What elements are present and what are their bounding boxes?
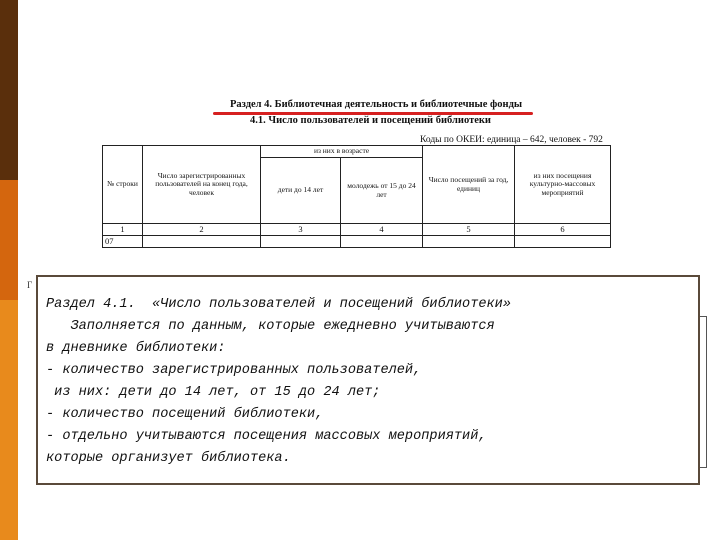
col-number: 4 bbox=[341, 224, 423, 236]
side-mark: Г bbox=[27, 280, 33, 290]
header-row-number: № строки bbox=[103, 146, 143, 224]
col-number: 6 bbox=[515, 224, 611, 236]
form-scan bbox=[100, 95, 610, 265]
form-table bbox=[102, 145, 611, 248]
section-subtitle: 4.1. Число пользователей и посещений библиотеки bbox=[250, 115, 491, 126]
note-line: из них: дети до 14 лет, от 15 до 24 лет; bbox=[46, 385, 381, 400]
header-mass-event-visits: из них посещения культурно-массовых мероприятий bbox=[515, 146, 611, 224]
okei-codes: Коды по ОКЕИ: единица – 642, человек - 792 bbox=[420, 135, 603, 145]
note-line: - количество зарегистрированных пользователей, bbox=[46, 363, 422, 378]
section-title: Раздел 4. Библиотечная деятельность и библиотечные фонды bbox=[230, 99, 523, 110]
decor-divider bbox=[18, 0, 20, 540]
note-line: Заполняется по данным, которые ежедневно учитываются bbox=[46, 319, 495, 334]
table-cell bbox=[143, 236, 261, 248]
decor-stripe-light bbox=[0, 300, 18, 540]
table-cell bbox=[423, 236, 515, 248]
table-cell bbox=[341, 236, 423, 248]
header-youth: молодежь от 15 до 24 лет bbox=[341, 158, 423, 224]
col-number: 3 bbox=[261, 224, 341, 236]
col-number: 2 bbox=[143, 224, 261, 236]
header-visits: Число посещений за год, единиц bbox=[423, 146, 515, 224]
decor-stripe-dark bbox=[0, 0, 18, 180]
table-cell bbox=[261, 236, 341, 248]
note-line: - отдельно учитываются посещения массовых мероприятий, bbox=[46, 429, 487, 444]
decor-stripe-mid bbox=[0, 180, 18, 300]
header-children: дети до 14 лет bbox=[261, 158, 341, 224]
explanation-note bbox=[36, 275, 700, 485]
col-number: 1 bbox=[103, 224, 143, 236]
note-line: - количество посещений библиотеки, bbox=[46, 407, 324, 422]
header-registered-users: Число зарегистрированных пользователей на конец года, человек bbox=[143, 146, 261, 224]
header-of-them-by-age: из них в возрасте bbox=[261, 146, 423, 158]
col-number: 5 bbox=[423, 224, 515, 236]
note-line: в дневнике библиотеки: bbox=[46, 341, 226, 356]
note-line: которые организует библиотека. bbox=[46, 451, 291, 466]
table-cell bbox=[515, 236, 611, 248]
note-heading: Раздел 4.1. «Число пользователей и посещений библиотеки» bbox=[46, 297, 511, 312]
row-code: 07 bbox=[103, 236, 143, 248]
